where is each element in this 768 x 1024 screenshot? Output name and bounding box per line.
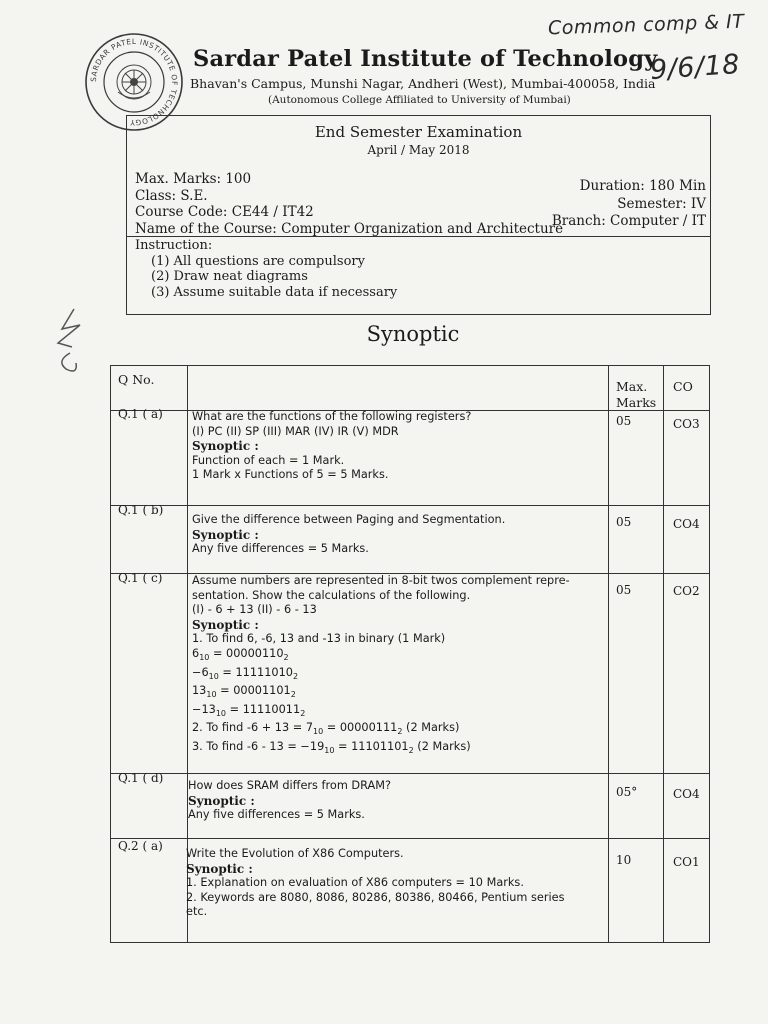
- step-text: 2. To find -6 + 13 = 7: [192, 721, 314, 735]
- base-subscript: 10: [313, 727, 324, 737]
- seal-ring-text: SARDAR PATEL INSTITUTE OF TECHNOLOGY: [88, 36, 180, 128]
- question-text: How does SRAM differs from DRAM?: [188, 779, 391, 792]
- binary-line: $-13_{10} = 11110011_2$: [192, 702, 306, 718]
- synoptic-line: 2. Keywords are 8080, 8086, 80286, 80386, 80466, Pentium series: [186, 890, 565, 904]
- handwritten-date: 9/6/18: [649, 48, 741, 87]
- max-marks: Max. Marks: 100: [135, 171, 252, 187]
- synoptic-line: Any five differences = 5 Marks.: [188, 808, 365, 822]
- header-co: CO: [673, 379, 693, 394]
- binary-value: 11111010: [235, 665, 293, 679]
- table-divider: [110, 838, 710, 839]
- question-content: [192, 410, 604, 483]
- instructions: [135, 238, 397, 300]
- synoptic-label: Synoptic :: [188, 793, 255, 808]
- divider: [127, 236, 710, 237]
- synoptic-line: etc.: [186, 905, 208, 919]
- decimal-value: 6: [192, 646, 200, 660]
- co-value: CO4: [673, 787, 700, 801]
- base-subscript: 10: [199, 652, 210, 662]
- page-heading: Synoptic: [366, 322, 460, 346]
- instruction-item: (1) All questions are compulsory: [151, 253, 365, 269]
- base-subscript: 2: [408, 745, 414, 755]
- question-content: [186, 847, 598, 920]
- max-marks-value: 05: [616, 583, 632, 597]
- question-text: sentation. Show the calculations of the following.: [192, 588, 471, 602]
- institute-affiliation: (Autonomous College Affiliated to University of Mumbai): [268, 94, 571, 106]
- binary-value: 00001101: [233, 684, 291, 698]
- exam-title: End Semester Examination: [314, 123, 523, 141]
- duration: Duration: 180 Min: [579, 178, 706, 194]
- question-content: [192, 513, 604, 557]
- exam-details-right: [552, 178, 706, 231]
- max-marks-value: 05: [616, 414, 632, 428]
- max-marks-value: 05°: [616, 785, 638, 799]
- binary-line: $-6_{10} = 11111010_2$: [192, 665, 299, 681]
- synoptic-line: 1. Explanation on evaluation of X86 computers = 10 Marks.: [186, 876, 524, 890]
- question-text: Assume numbers are represented in 8-bit twos complement repre-: [192, 574, 570, 587]
- exam-session: April / May 2018: [367, 143, 470, 157]
- co-value: CO3: [673, 417, 700, 431]
- max-marks-value: 10: [616, 853, 632, 867]
- exam-details-left: [135, 171, 563, 237]
- institute-name: Sardar Patel Institute of Technology: [193, 46, 658, 72]
- question-number: Q.1 ( a): [118, 407, 163, 421]
- question-content: [192, 574, 604, 759]
- instruction-item: (2) Draw neat diagrams: [151, 269, 308, 284]
- synoptic-label: Synoptic :: [192, 439, 259, 454]
- table-divider: [110, 505, 710, 506]
- question-text: (I) - 6 + 13 (II) - 6 - 13: [192, 603, 317, 617]
- synoptic-table: [110, 365, 710, 943]
- base-subscript: 2: [283, 652, 289, 662]
- question-text: What are the functions of the following registers?: [192, 410, 472, 423]
- question-content: [188, 779, 600, 823]
- decimal-value: 13: [192, 684, 207, 698]
- synoptic-line: Any five differences = 5 Marks.: [192, 542, 369, 556]
- exam-info-box: [126, 115, 711, 315]
- instruction-item: (3) Assume suitable data if necessary: [151, 284, 398, 300]
- synoptic-line: [192, 721, 604, 740]
- question-number: Q.1 ( b): [118, 503, 164, 517]
- question-text: Write the Evolution of X86 Computers.: [186, 847, 404, 860]
- semester: Semester: IV: [617, 195, 706, 212]
- decimal-value: −13: [192, 702, 216, 716]
- header-marks: Max. Marks: [616, 379, 657, 410]
- synoptic-label: Synoptic :: [186, 861, 253, 876]
- base-subscript: 2: [293, 671, 299, 681]
- synoptic-label: Synoptic :: [192, 617, 259, 632]
- course-code: Course Code: CE44 / IT42: [135, 204, 314, 220]
- step-text: (2 Marks): [413, 739, 471, 753]
- step-text: (2 Marks): [402, 721, 460, 735]
- base-subscript: 10: [208, 671, 219, 681]
- branch: Branch: Computer / IT: [551, 213, 706, 229]
- synoptic-line: 1. To find 6, -6, 13 and -13 in binary (1 Mark): [192, 632, 446, 646]
- question-number: Q.1 ( c): [118, 571, 163, 585]
- co-value: CO2: [673, 584, 700, 598]
- co-value: CO4: [673, 517, 700, 531]
- base-subscript: 10: [324, 745, 335, 755]
- table-divider: [110, 773, 710, 774]
- course-name: Name of the Course: Computer Organization and Architecture: [135, 220, 564, 237]
- step-text: 3. To find -6 - 13 = −19: [192, 739, 325, 753]
- base-subscript: 10: [206, 690, 217, 700]
- step-text: = 11101101: [334, 739, 409, 753]
- binary-line: $6_{10} = 00000110_2$: [192, 646, 289, 662]
- binary-line: $13_{10} = 00001101_2$: [192, 684, 296, 700]
- question-number: Q.1 ( d): [118, 771, 164, 785]
- base-subscript: 2: [300, 708, 306, 718]
- base-subscript: 2: [290, 690, 296, 700]
- table-divider: [663, 365, 664, 943]
- decimal-value: −6: [192, 665, 209, 679]
- question-text: (I) PC (II) SP (III) MAR (IV) IR (V) MDR: [192, 424, 399, 438]
- binary-value: 11110011: [242, 702, 301, 716]
- synoptic-label: Synoptic :: [192, 527, 259, 542]
- step-text: = 00000111: [323, 721, 398, 735]
- question-text: Give the difference between Paging and Segmentation.: [192, 513, 506, 526]
- table-divider: [608, 365, 609, 943]
- synoptic-line: 1 Mark x Functions of 5 = 5 Marks.: [192, 468, 389, 482]
- co-value: CO1: [673, 855, 700, 869]
- base-subscript: 10: [215, 708, 227, 718]
- institute-address: Bhavan's Campus, Munshi Nagar, Andheri (West), Mumbai-400058, India: [190, 76, 656, 91]
- question-number: Q.2 ( a): [118, 839, 163, 853]
- instruction-label: Instruction:: [135, 238, 213, 253]
- base-subscript: 2: [397, 727, 403, 737]
- class: Class: S.E.: [135, 187, 208, 204]
- max-marks-value: 05: [616, 515, 632, 529]
- handwritten-note: Common comp & IT: [547, 10, 745, 40]
- synoptic-line: Function of each = 1 Mark.: [192, 453, 345, 467]
- synoptic-line: [192, 740, 604, 759]
- header-qno: Q No.: [118, 372, 155, 387]
- binary-value: 00000110: [226, 646, 284, 660]
